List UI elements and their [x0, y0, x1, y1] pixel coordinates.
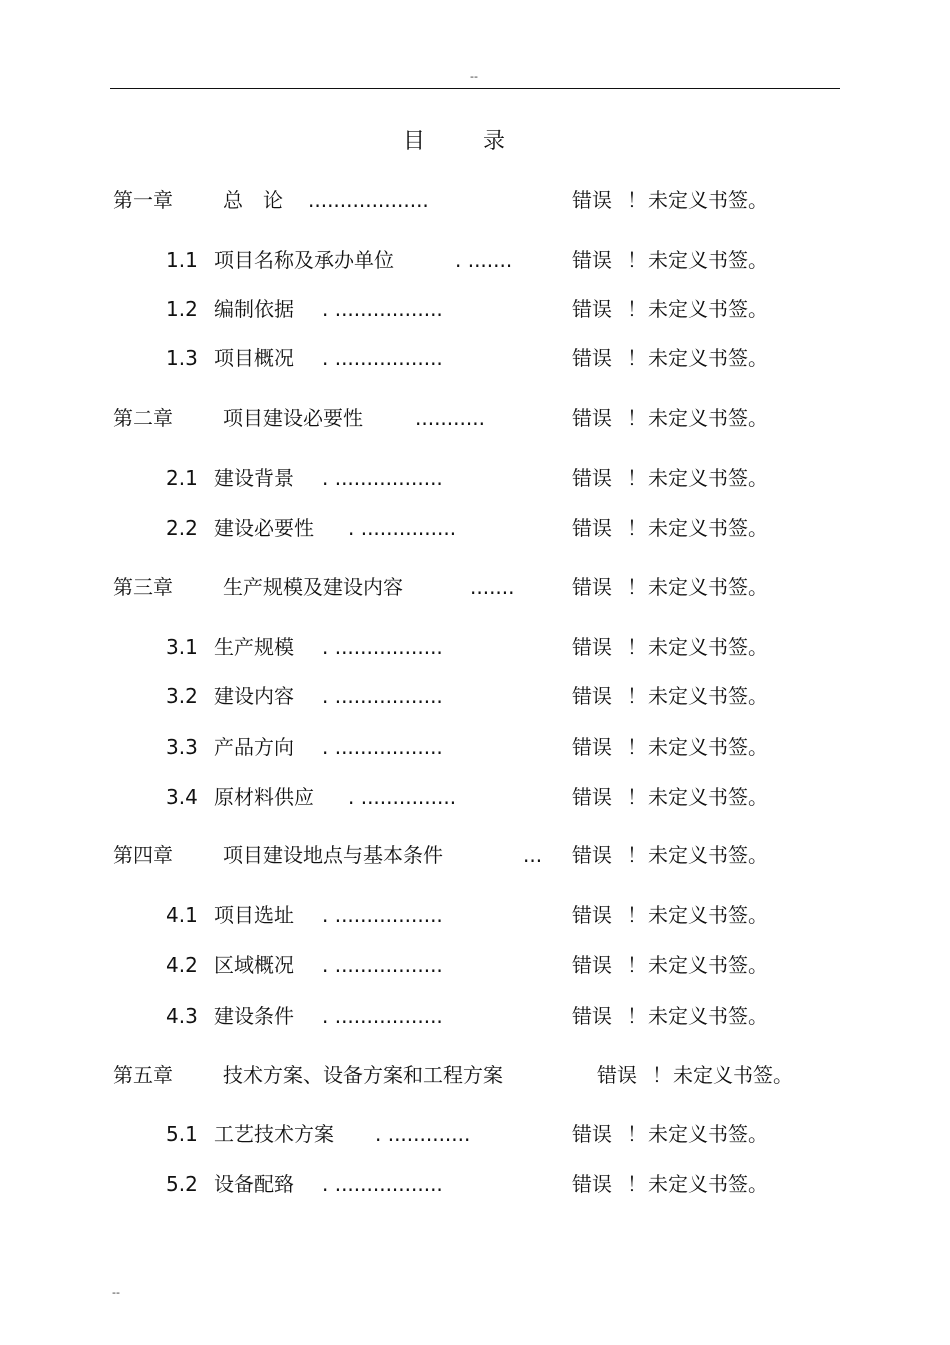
toc-entry-number: 第一章 [113, 188, 173, 212]
toc-entry-leader: . ................. [322, 466, 443, 490]
toc-entry-page-ref: 错误 [572, 466, 612, 490]
toc-entry-page-ref: 错误 [572, 843, 612, 867]
toc-entry-title: 项目选址 [214, 903, 294, 927]
toc-entry-page-ref: 未定义书签。 [648, 406, 768, 430]
toc-title [403, 124, 505, 155]
toc-entry-page-ref: ！ [627, 1172, 647, 1196]
toc-entry[interactable] [0, 245, 950, 275]
toc-entry-number: 4.2 [166, 953, 198, 977]
toc-entry-page-ref: ！ [627, 516, 647, 540]
toc-entry-page-ref: ！ [627, 346, 647, 370]
toc-entry-title: 建设背景 [214, 466, 294, 490]
toc-entry-page-ref: 未定义书签。 [648, 1122, 768, 1146]
toc-entry-page-ref: 未定义书签。 [648, 248, 768, 272]
toc-entry-leader: . ................. [322, 297, 443, 321]
toc-entry-page-ref: 错误 [572, 1122, 612, 1146]
toc-entry-leader: . ................. [322, 953, 443, 977]
toc-entry-page-ref: ！ [627, 575, 647, 599]
toc-entry-page-ref: 未定义书签。 [648, 188, 768, 212]
footer-mark: -- [112, 1286, 120, 1299]
toc-entry-page-ref: 未定义书签。 [648, 903, 768, 927]
toc-entry-page-ref: 未定义书签。 [648, 516, 768, 540]
toc-entry-number: 5.1 [166, 1122, 198, 1146]
toc-entry[interactable] [0, 1119, 950, 1149]
toc-entry-leader: . ................. [322, 346, 443, 370]
toc-entry[interactable] [0, 840, 950, 870]
toc-entry-page-ref: 错误 [572, 188, 612, 212]
toc-entry-leader: ....... [470, 575, 515, 599]
toc-entry-number: 2.2 [166, 516, 198, 540]
toc-entry-title: 生产规模及建设内容 [223, 575, 403, 599]
toc-entry-page-ref: ！ [652, 1063, 672, 1087]
toc-entry-number: 3.2 [166, 684, 198, 708]
toc-entry-title: 设备配臵 [214, 1172, 294, 1196]
toc-entry-title: 原材料供应 [214, 785, 314, 809]
toc-entry-number: 1.1 [166, 248, 198, 272]
toc-entry-leader: . ................. [322, 684, 443, 708]
toc-entry-leader: . ....... [455, 248, 513, 272]
toc-entry[interactable] [0, 681, 950, 711]
toc-entry-page-ref: 错误 [572, 735, 612, 759]
toc-entry-page-ref: ！ [627, 1122, 647, 1146]
toc-entry[interactable] [0, 1169, 950, 1199]
toc-entry-title: 项目建设地点与基本条件 [223, 843, 443, 867]
toc-entry-number: 3.1 [166, 635, 198, 659]
toc-entry-page-ref: 未定义书签。 [648, 785, 768, 809]
toc-entry-page-ref: 未定义书签。 [648, 466, 768, 490]
toc-entry-page-ref: 错误 [572, 1004, 612, 1028]
toc-entry-number: 4.1 [166, 903, 198, 927]
toc-title-char-1: 目 [403, 129, 426, 154]
toc-entry-leader: . ............... [348, 785, 457, 809]
toc-entry-leader: . ............. [375, 1122, 471, 1146]
toc-entry[interactable] [0, 950, 950, 980]
toc-entry-title: 建设条件 [214, 1004, 294, 1028]
toc-entry-page-ref: 错误 [572, 297, 612, 321]
toc-entry-title: 建设必要性 [214, 516, 314, 540]
toc-entry-title: 编制依据 [214, 297, 294, 321]
toc-entry-leader: . ................. [322, 1004, 443, 1028]
toc-entry[interactable] [0, 1001, 950, 1031]
toc-entry-page-ref: 未定义书签。 [648, 575, 768, 599]
toc-entry-title: 区域概况 [214, 953, 294, 977]
toc-entry[interactable] [0, 1060, 950, 1090]
toc-entry-number: 第二章 [113, 406, 173, 430]
toc-entry-number: 4.3 [166, 1004, 198, 1028]
toc-entry-leader: ................... [308, 188, 429, 212]
toc-entry-page-ref: 错误 [597, 1063, 637, 1087]
toc-entry-title: 项目建设必要性 [223, 406, 363, 430]
toc-entry-page-ref: 错误 [572, 406, 612, 430]
toc-entry-number: 3.4 [166, 785, 198, 809]
toc-entry-number: 2.1 [166, 466, 198, 490]
toc-entry-number: 1.2 [166, 297, 198, 321]
toc-entry-title: 总 论 [223, 188, 283, 212]
toc-entry-page-ref: ！ [627, 466, 647, 490]
toc-entry-page-ref: ！ [627, 188, 647, 212]
toc-entry-page-ref: 未定义书签。 [648, 953, 768, 977]
toc-entry-page-ref: ！ [627, 248, 647, 272]
toc-entry-page-ref: 未定义书签。 [648, 635, 768, 659]
toc-entry-page-ref: 错误 [572, 785, 612, 809]
toc-entry-page-ref: 错误 [572, 1172, 612, 1196]
toc-entry-page-ref: ！ [627, 843, 647, 867]
toc-entry-page-ref: ！ [627, 684, 647, 708]
toc-entry[interactable] [0, 632, 950, 662]
toc-entry[interactable] [0, 185, 950, 215]
toc-entry-title: 项目名称及承办单位 [214, 248, 394, 272]
toc-entry-page-ref: 未定义书签。 [648, 735, 768, 759]
toc-entry-page-ref: 未定义书签。 [673, 1063, 793, 1087]
toc-entry-page-ref: ！ [627, 785, 647, 809]
toc-entry-page-ref: 错误 [572, 575, 612, 599]
toc-entry-title: 技术方案、设备方案和工程方案 [223, 1063, 503, 1087]
header-mark: -- [470, 70, 478, 83]
toc-entry-leader: . ................. [322, 735, 443, 759]
toc-entry[interactable] [0, 732, 950, 762]
toc-entry-page-ref: 未定义书签。 [648, 1172, 768, 1196]
toc-entry-title: 产品方向 [214, 735, 294, 759]
toc-entry-leader: . ................. [322, 1172, 443, 1196]
toc-entry[interactable] [0, 782, 950, 812]
toc-title-char-2: 录 [483, 129, 506, 154]
toc-entry[interactable] [0, 463, 950, 493]
toc-entry-number: 第三章 [113, 575, 173, 599]
toc-entry-page-ref: ！ [627, 635, 647, 659]
toc-entry-leader: ... [523, 843, 543, 867]
toc-entry-leader: . ................. [322, 903, 443, 927]
toc-entry-page-ref: 错误 [572, 684, 612, 708]
toc-entry-title: 工艺技术方案 [214, 1122, 334, 1146]
toc-entry-number: 第五章 [113, 1063, 173, 1087]
toc-entry-page-ref: 错误 [572, 346, 612, 370]
toc-entry-title: 建设内容 [214, 684, 294, 708]
toc-entry-number: 1.3 [166, 346, 198, 370]
toc-entry-page-ref: ！ [627, 297, 647, 321]
toc-entry-leader: ........... [415, 406, 485, 430]
toc-entry[interactable] [0, 513, 950, 543]
toc-entry[interactable] [0, 900, 950, 930]
toc-entry-number: 5.2 [166, 1172, 198, 1196]
toc-entry-page-ref: 未定义书签。 [648, 1004, 768, 1028]
toc-entry-number: 第四章 [113, 843, 173, 867]
toc-entry-number: 3.3 [166, 735, 198, 759]
toc-entry-title: 项目概况 [214, 346, 294, 370]
toc-entry-page-ref: 错误 [572, 635, 612, 659]
toc-entry[interactable] [0, 572, 950, 602]
toc-entry-title: 生产规模 [214, 635, 294, 659]
toc-entry-leader: . ................. [322, 635, 443, 659]
toc-entry-page-ref: ！ [627, 406, 647, 430]
toc-entry-page-ref: 未定义书签。 [648, 346, 768, 370]
toc-entry-leader: . ............... [348, 516, 457, 540]
toc-entry[interactable] [0, 343, 950, 373]
header-rule [110, 88, 840, 89]
toc-entry-page-ref: 错误 [572, 903, 612, 927]
toc-entry-page-ref: 错误 [572, 516, 612, 540]
toc-entry-page-ref: ！ [627, 735, 647, 759]
toc-entry[interactable] [0, 403, 950, 433]
toc-entry-page-ref: 未定义书签。 [648, 843, 768, 867]
toc-entry-page-ref: 未定义书签。 [648, 684, 768, 708]
toc-entry-page-ref: ！ [627, 1004, 647, 1028]
toc-entry-page-ref: ！ [627, 953, 647, 977]
toc-entry-page-ref: 错误 [572, 248, 612, 272]
toc-entry-page-ref: 未定义书签。 [648, 297, 768, 321]
toc-entry[interactable] [0, 294, 950, 324]
toc-entry-page-ref: 错误 [572, 953, 612, 977]
toc-entry-page-ref: ！ [627, 903, 647, 927]
